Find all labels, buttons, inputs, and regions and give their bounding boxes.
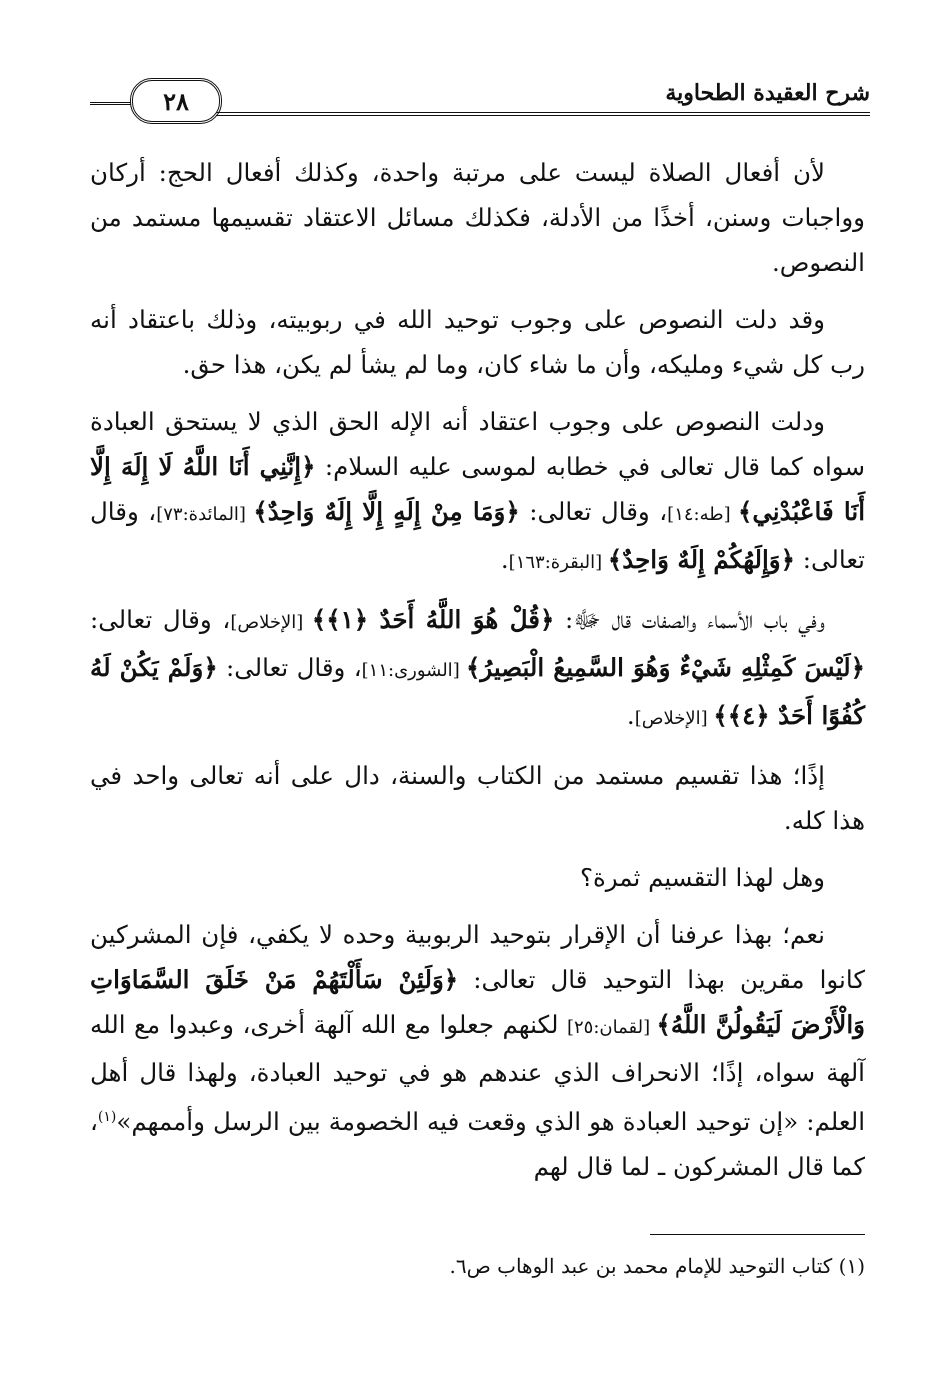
text-run: .	[500, 545, 509, 574]
verse-reference: [لقمان:٢٥]	[566, 1017, 657, 1038]
quran-verse: ﴿وَإِلَهُكُمْ إِلَهٌ وَاحِدٌ﴾	[607, 545, 795, 574]
quran-verse: ﴿وَلَئِنْ سَأَلْتَهُمْ مَنْ خَلَقَ السَّمَاوَاتِ وَالْأَرْضَ لَيَقُولُنَّ اللَّهُ﴾	[90, 965, 865, 1039]
text-run: ، وقال تعالى:	[90, 497, 865, 574]
text-run: ، وقال تعالى:	[217, 653, 362, 682]
verse-reference: [الشورى:١١]	[361, 660, 466, 681]
quran-verse: ﴿وَمَا مِنْ إِلَهٍ إِلَّا إِلَهٌ وَاحِدٌ﴾	[253, 497, 520, 526]
paragraph	[90, 912, 865, 1189]
verse-reference: [البقرة:١٦٣]	[508, 552, 608, 573]
paragraph	[90, 399, 865, 585]
paragraph: إذًا؛ هذا تقسيم مستمد من الكتاب والسنة، دال على أنه تعالى واحد في هذا كله.	[90, 761, 865, 835]
text-run: لكنهم جعلوا مع الله آلهة أخرى، وعبدوا مع الله آلهة سواه، إذًا؛ الانحراف الذي عندهم هو في توحيد العبادة، ولهذا قال أهل العلم: «إن توحيد العبادة هو الذي وقعت فيه الخصومة بين الرسل وأممهم»	[90, 1010, 865, 1137]
text-run: .	[626, 701, 635, 730]
footnote-marker[interactable]: (١)	[97, 1109, 117, 1125]
footnote-separator	[650, 1234, 865, 1235]
text-run: ، كما قال المشركون ـ لما قال لهم	[90, 1107, 865, 1182]
paragraph	[90, 597, 865, 741]
body-text	[90, 150, 865, 1201]
text-run: وفي باب الأسماء والصفات قال ﷻ:	[554, 605, 825, 634]
book-title: شرح العقيدة الطحاوية	[665, 80, 870, 106]
quran-verse: ﴿قُلْ هُوَ اللَّهُ أَحَدٌ ﴿١﴾﴾	[311, 605, 555, 634]
footnote: (١) كتاب التوحيد للإمام محمد بن عبد الوهاب ص٦.	[449, 1254, 865, 1278]
verse-reference: [طه:١٤]	[667, 504, 739, 525]
verse-reference: [المائدة:٧٣]	[156, 504, 254, 525]
page-number: ٢٨	[130, 78, 222, 124]
text-run: نعم؛ بهذا عرفنا أن الإقرار بتوحيد الربوبية وحده لا يكفي، فإن المشركين كانوا مقرين بهذا التوحيد قال تعالى:	[90, 920, 865, 994]
text-run: ، وقال تعالى:	[519, 497, 668, 526]
text-run: ، وقال تعالى:	[90, 605, 231, 634]
quran-verse: ﴿لَيْسَ كَمِثْلِهِ شَيْءٌ وَهُوَ السَّمِيعُ الْبَصِيرُ﴾	[465, 653, 865, 682]
text-run: ودلت النصوص على وجوب اعتقاد أنه الإله الحق الذي لا يستحق العبادة سواه كما قال تعالى في خطابه لموسى عليه السلام:	[90, 407, 865, 481]
verse-reference: [الإخلاص]	[230, 612, 312, 633]
paragraph: لأن أفعال الصلاة ليست على مرتبة واحدة، وكذلك أفعال الحج: أركان وواجبات وسنن، أخذًا من الأدلة، فكذلك مسائل الاعتقاد تقسيمها مستمد من النصوص.	[90, 158, 865, 277]
header-decoration	[90, 102, 134, 105]
header-rule	[216, 112, 870, 116]
paragraph: وقد دلت النصوص على وجوب توحيد الله في ربوبيته، وذلك باعتقاد أنه رب كل شيء ومليكه، وأن ما شاء كان، وما لم يشأ لم يكن، هذا حق.	[90, 305, 865, 379]
quran-verse: ﴿إِنَّنِي أَنَا اللَّهُ لَا إِلَهَ إِلَّا أَنَا فَاعْبُدْنِي﴾	[90, 452, 866, 526]
paragraph: وهل لهذا التقسيم ثمرة؟	[579, 863, 825, 892]
quran-verse: ﴿وَلَمْ يَكُنْ لَهُ كُفُوًا أَحَدٌ ﴿٤﴾﴾	[90, 653, 865, 730]
page-header	[90, 72, 870, 132]
verse-reference: [الإخلاص]	[634, 708, 714, 729]
